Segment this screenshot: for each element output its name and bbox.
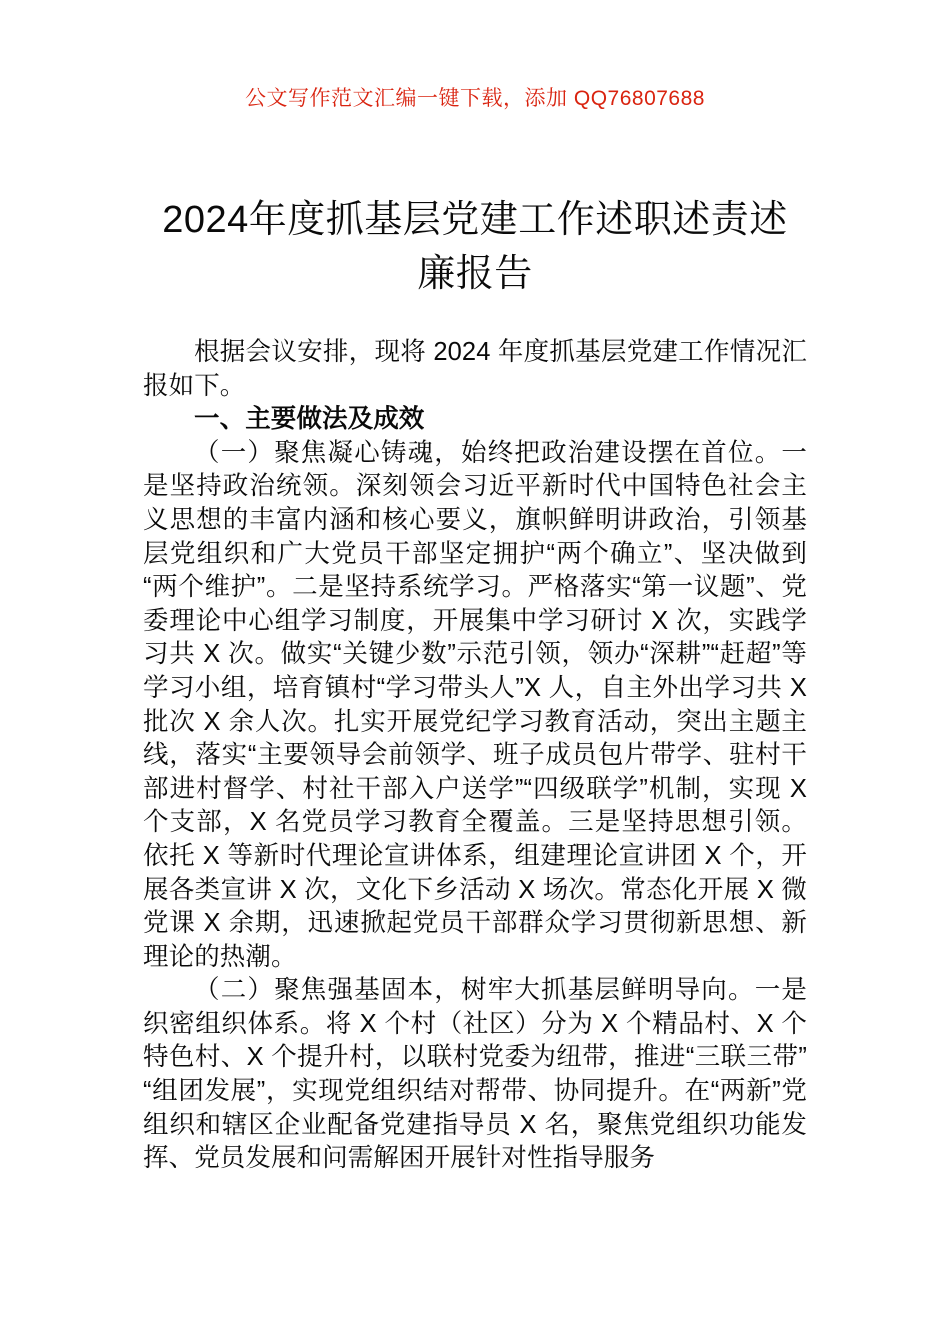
paragraph-section-1-sub-2: （二）聚焦强基固本，树牢大抓基层鲜明导向。一是织密组织体系。将 X 个村（社区）分为 X 个精品村、X 个特色村、X 个提升村，以联村党委为纽带，推进“三联三带”“组团发展”，实现党组织结对帮带、协同提升。在“两新”党组织和辖区企业配备党建指导员 X 名，聚焦党组织功能发挥、党员发展和问需解困开展针对性指导服务 <box>143 976 807 1173</box>
promo-watermark-banner <box>0 86 950 112</box>
promo-watermark-text: 公文写作范文汇编一键下载，添加 QQ76807688 <box>245 87 705 110</box>
section-heading-1: 一、主要做法及成效 <box>194 405 425 434</box>
document-body <box>143 336 807 1176</box>
paragraph-intro: 根据会议安排，现将 2024 年度抓基层党建工作情况汇报如下。 <box>143 338 807 400</box>
paragraph-section-1-sub-1: （一）聚焦凝心铸魂，始终把政治建设摆在首位。一是坚持政治统领。深刻领会习近平新时代中国特色社会主义思想的丰富内涵和核心要义，旗帜鲜明讲政治，引领基层党组织和广大党员干部坚定拥护“两个确立”、坚决做到“两个维护”。二是坚持系统学习。严格落实“第一议题”、党委理论中心组学习制度，开展集中学习研讨 X 次，实践学习共 X 次。做实“关键少数”示范引领，领办“深耕”“赶超”等学习小组，培育镇村“学习带头人”X 人，自主外出学习共 X 批次 X 余人次。扎实开展党纪学习教育活动，突出主题主线，落实“主要领导会前领学、班子成员包片带学、驻村干部进村督学、村社干部入户送学”“四级联学”机制，实现 X 个支部，X 名党员学习教育全覆盖。三是坚持思想引领。依托 X 等新时代理论宣讲体系，组建理论宣讲团 X 个，开展各类宣讲 X 次，文化下乡活动 X 场次。常态化开展 X 微党课 X 余期，迅速掀起党员干部群众学习贯彻新思想、新理论的热潮。 <box>143 438 807 971</box>
document-title: 2024年度抓基层党建工作述职述责述廉报告 <box>162 199 788 296</box>
